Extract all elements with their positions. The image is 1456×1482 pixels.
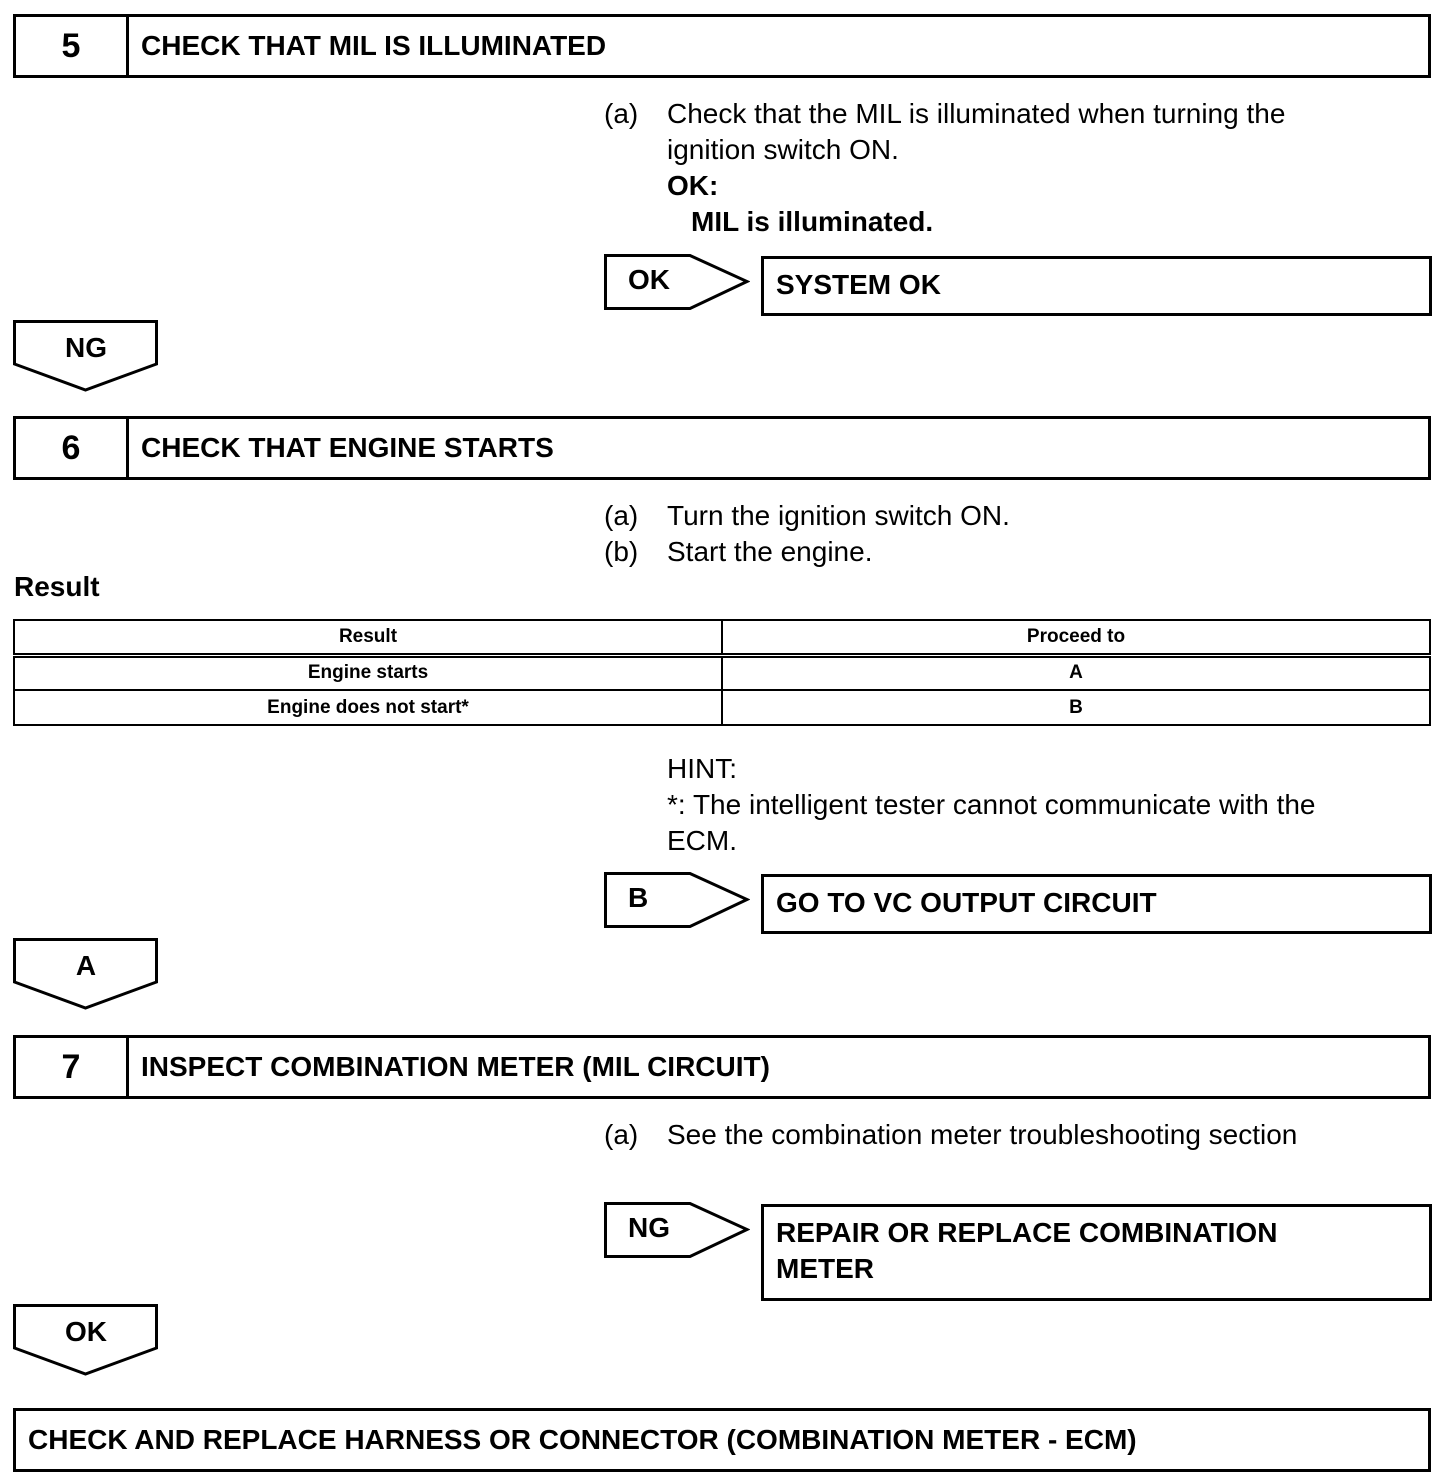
table-header-cell: Result [14, 620, 722, 655]
step-5-title: CHECK THAT MIL IS ILLUMINATED [141, 30, 607, 61]
step-7-number: 7 [16, 1038, 129, 1096]
ok-heading: OK: [667, 170, 719, 201]
branch-arrow-b [604, 872, 750, 928]
hint-line-2: ECM. [667, 825, 737, 856]
instruction-label: (a) [604, 98, 639, 129]
down-arrow-label: A [75, 950, 97, 981]
table-header-cell: Proceed to [722, 620, 1430, 655]
final-action-text: CHECK AND REPLACE HARNESS OR CONNECTOR (COMBINATION METER - ECM) [28, 1424, 1137, 1455]
result-box-vc-output [761, 874, 1432, 934]
step-7-title: INSPECT COMBINATION METER (MIL CIRCUIT) [141, 1051, 770, 1082]
branch-label: B [628, 882, 649, 913]
branch-arrow-ok [604, 254, 750, 310]
result-text-line-2: METER [776, 1253, 874, 1284]
instruction-label: (a) [604, 500, 639, 531]
step-5-number: 5 [16, 17, 129, 75]
table-cell: A [722, 655, 1430, 690]
hint-line-1: *: The intelligent tester cannot communicate with the [667, 789, 1316, 820]
instruction-label: (a) [604, 1119, 639, 1150]
ok-criteria: MIL is illuminated. [691, 206, 934, 237]
result-table [13, 619, 1431, 726]
table-cell: Engine starts [14, 655, 722, 690]
result-box-repair-meter [761, 1204, 1432, 1301]
step-7-header [13, 1035, 1431, 1099]
down-arrow-a [13, 938, 159, 1010]
step-6-header [13, 416, 1431, 480]
table-row [14, 655, 1430, 690]
instruction-line-1: Check that the MIL is illuminated when turning the [667, 98, 1286, 129]
down-arrow-label: NG [65, 332, 107, 363]
step-6-title: CHECK THAT ENGINE STARTS [141, 432, 554, 463]
result-text-line-1: REPAIR OR REPLACE COMBINATION [776, 1217, 1278, 1248]
instruction-label: (b) [604, 536, 639, 567]
final-action-box [13, 1408, 1431, 1472]
result-text: GO TO VC OUTPUT CIRCUIT [776, 887, 1157, 918]
down-arrow-ok [13, 1304, 159, 1376]
table-cell: Engine does not start* [14, 690, 722, 725]
hint-heading: HINT: [667, 753, 737, 784]
right-arrow-icon [604, 1202, 750, 1258]
instruction-text: Start the engine. [667, 536, 873, 567]
table-header-row [14, 620, 1430, 655]
branch-label: NG [628, 1212, 670, 1243]
result-text: SYSTEM OK [776, 269, 941, 300]
branch-arrow-ng [604, 1202, 750, 1258]
table-cell: B [722, 690, 1430, 725]
down-arrow-ng [13, 320, 159, 392]
step-6-number: 6 [16, 419, 129, 477]
branch-label: OK [628, 264, 670, 295]
result-box-system-ok [761, 256, 1432, 316]
step-5-header [13, 14, 1431, 78]
instruction-line-2: ignition switch ON. [667, 134, 899, 165]
instruction-text: Turn the ignition switch ON. [667, 500, 1010, 531]
result-heading: Result [14, 571, 100, 602]
right-arrow-icon [604, 872, 750, 928]
table-row [14, 690, 1430, 725]
right-arrow-icon [604, 254, 750, 310]
down-arrow-label: OK [65, 1316, 107, 1347]
instruction-text: See the combination meter troubleshooting section [667, 1119, 1298, 1150]
